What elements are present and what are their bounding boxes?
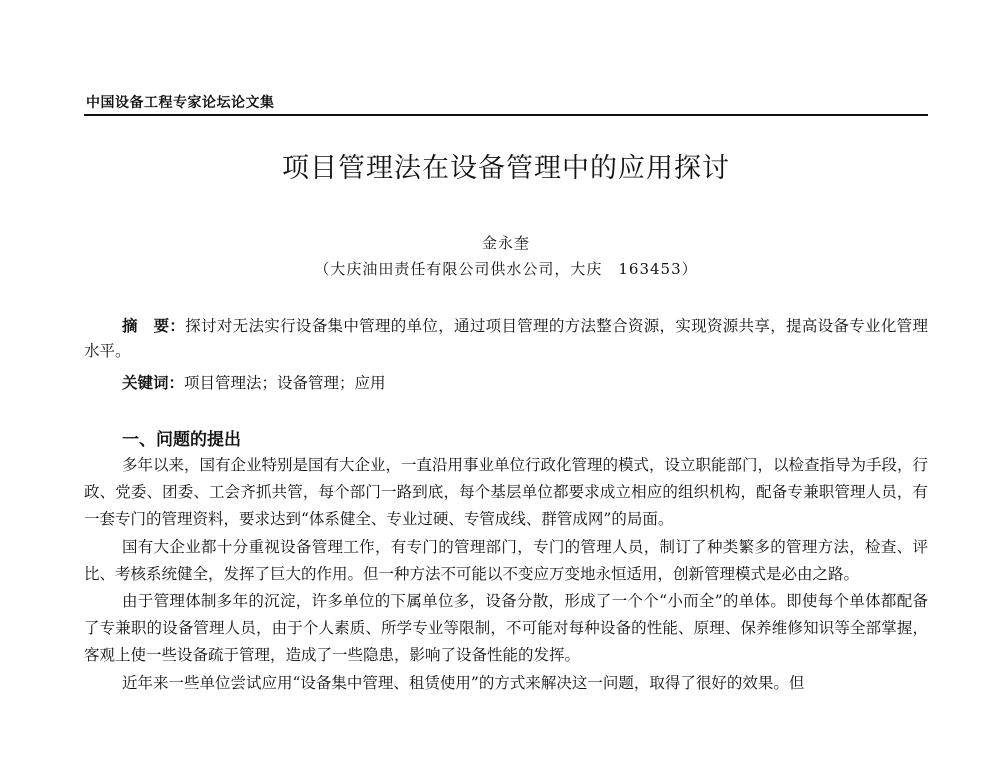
- keywords-label: 关键词：: [122, 374, 185, 392]
- abstract: [84, 314, 928, 364]
- keywords: [122, 371, 386, 396]
- paragraph: 由于管理体制多年的沉淀，许多单位的下属单位多，设备分散，形成了一个个“小而全”的单体。即使每个单体都配备了专兼职的设备管理人员，由于个人素质、所学专业等限制，不可能对每种设备的性能、原理、保养维修知识等全部掌握，客观上使一些设备疏于管理，造成了一些隐患，影响了设备性能的发挥。: [84, 592, 928, 665]
- keywords-text: 项目管理法；设备管理；应用: [184, 374, 386, 392]
- section-body: [84, 452, 928, 697]
- abstract-label: 摘 要：: [122, 317, 186, 335]
- paragraph: 国有大企业都十分重视设备管理工作，有专门的管理部门，专门的管理人员，制订了种类繁多的管理方法，检查、评比、考核系统健全，发挥了巨大的作用。但一种方法不可能以不变应万变地永恒适用，创新管理模式是必由之路。: [84, 537, 928, 583]
- header-rule: [84, 114, 928, 116]
- paragraph: 近年来一些单位尝试应用“设备集中管理、租赁使用”的方式来解决这一问题，取得了很好的效果。但: [122, 673, 805, 692]
- section-heading: 一、问题的提出: [122, 430, 241, 450]
- author-name: 金永奎: [481, 234, 530, 252]
- abstract-text: 探讨对无法实行设备集中管理的单位，通过项目管理的方法整合资源，实现资源共享，提高设备专业化管理水平。: [84, 317, 928, 360]
- running-header: 中国设备工程专家论坛论文集: [86, 95, 275, 111]
- author-affiliation: （大庆油田责任有限公司供水公司，大庆 163453）: [314, 260, 698, 278]
- paragraph: 多年以来，国有企业特别是国有大企业，一直沿用事业单位行政化管理的模式，设立职能部门，以检查指导为手段，行政、党委、团委、工会齐抓共管，每个部门一路到底，每个基层单位都要求成立相应的组织机构，配备专兼职管理人员，有一套专门的管理资料，要求达到“体系健全、专业过硬、专管成线、群管成网”的局面。: [84, 456, 929, 529]
- paper-title: 项目管理法在设备管理中的应用探讨: [282, 153, 730, 184]
